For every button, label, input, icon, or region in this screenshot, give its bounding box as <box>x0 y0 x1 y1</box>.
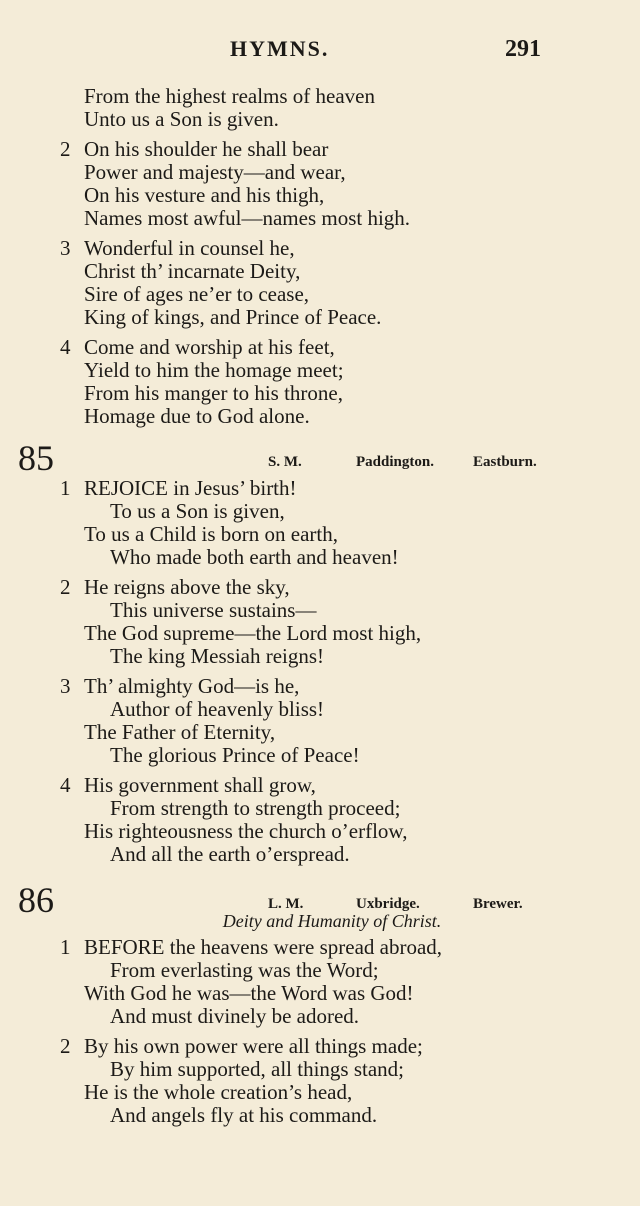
hymn-tune: Paddington. <box>356 454 434 470</box>
verse-line: On his vesture and his thigh, <box>84 183 325 207</box>
verse-line: 1 REJOICE in Jesus’ birth! <box>60 476 297 500</box>
stanza-number: 3 <box>60 236 71 260</box>
verse-line: From the highest realms of heaven <box>84 84 376 108</box>
verse-line: Names most awful—names most high. <box>84 206 411 230</box>
verse-line: 1 BEFORE the heavens were spread abroad, <box>60 935 443 959</box>
stanza-number: 2 <box>60 137 71 161</box>
hymn-meter: S. M. <box>268 454 302 470</box>
hymn-subtitle: Deity and Humanity of Christ. <box>222 911 442 931</box>
verse-line: Power and majesty—and wear, <box>84 160 346 184</box>
verse-line: 2 On his shoulder he shall bear <box>60 137 329 161</box>
verse-line: 4 Come and worship at his feet, <box>60 335 335 359</box>
stanza-number: 1 <box>60 476 71 500</box>
hymn-85-header <box>0 438 640 478</box>
hymn-composer: Eastburn. <box>473 454 537 470</box>
verse-line: And must divinely be adored. <box>110 1004 360 1028</box>
page-number: 291 <box>505 36 541 62</box>
verse-line: Yield to him the homage meet; <box>84 358 344 382</box>
verse-line: 4 His government shall grow, <box>60 773 316 797</box>
verse-line: Sire of ages ne’er to cease, <box>84 282 310 306</box>
verse-line: Author of heavenly bliss! <box>110 697 325 721</box>
verse-line: He is the whole creation’s head, <box>84 1080 353 1104</box>
stanza-number: 2 <box>60 575 71 599</box>
hymn-composer: Brewer. <box>473 896 523 912</box>
stanza-number: 2 <box>60 1034 71 1058</box>
verse-line: His righteousness the church o’erflow, <box>84 819 408 843</box>
verse-line: From everlasting was the Word; <box>110 958 379 982</box>
hymn-number: 86 <box>18 880 54 920</box>
verse-line: And angels fly at his command. <box>110 1103 378 1127</box>
verse-line: To us a Child is born on earth, <box>84 522 338 546</box>
verse-line: And all the earth o’erspread. <box>110 842 350 866</box>
hymn-tune: Uxbridge. <box>356 896 420 912</box>
stanza-number: 4 <box>60 773 71 797</box>
verse-line: 3 Th’ almighty God—is he, <box>60 674 300 698</box>
hymn-meter: L. M. <box>268 896 304 912</box>
stanza-number: 3 <box>60 674 71 698</box>
stanza-number: 1 <box>60 935 71 959</box>
verse-line: From his manger to his throne, <box>84 381 343 405</box>
verse-line: From strength to strength proceed; <box>110 796 401 820</box>
verse-line: By him supported, all things stand; <box>110 1057 404 1081</box>
running-title: HYMNS. <box>230 36 330 61</box>
verse-line: 2 He reigns above the sky, <box>60 575 290 599</box>
verse-line: To us a Son is given, <box>110 499 285 523</box>
verse-line: With God he was—the Word was God! <box>84 981 414 1005</box>
verse-line: The king Messiah reigns! <box>110 644 325 668</box>
verse-line: Unto us a Son is given. <box>84 107 279 131</box>
continued-hymn <box>0 85 640 428</box>
verse-line: 2 By his own power were all things made; <box>60 1034 423 1058</box>
verse-line: Christ th’ incarnate Deity, <box>84 259 301 283</box>
verse-line: The God supreme—the Lord most high, <box>84 621 422 645</box>
hymn-number: 85 <box>18 438 54 478</box>
verse-line: The Father of Eternity, <box>84 720 276 744</box>
verse-line: 3 Wonderful in counsel he, <box>60 236 295 260</box>
running-head <box>0 36 640 66</box>
stanza-number: 4 <box>60 335 71 359</box>
verse-line: The glorious Prince of Peace! <box>110 743 360 767</box>
verse-line: King of kings, and Prince of Peace. <box>84 305 382 329</box>
verse-line: Who made both earth and heaven! <box>110 545 399 569</box>
hymn-85-body <box>0 477 640 866</box>
hymn-86-body <box>0 936 640 1127</box>
verse-line: Homage due to God alone. <box>84 404 310 428</box>
verse-line: This universe sustains— <box>110 598 317 622</box>
